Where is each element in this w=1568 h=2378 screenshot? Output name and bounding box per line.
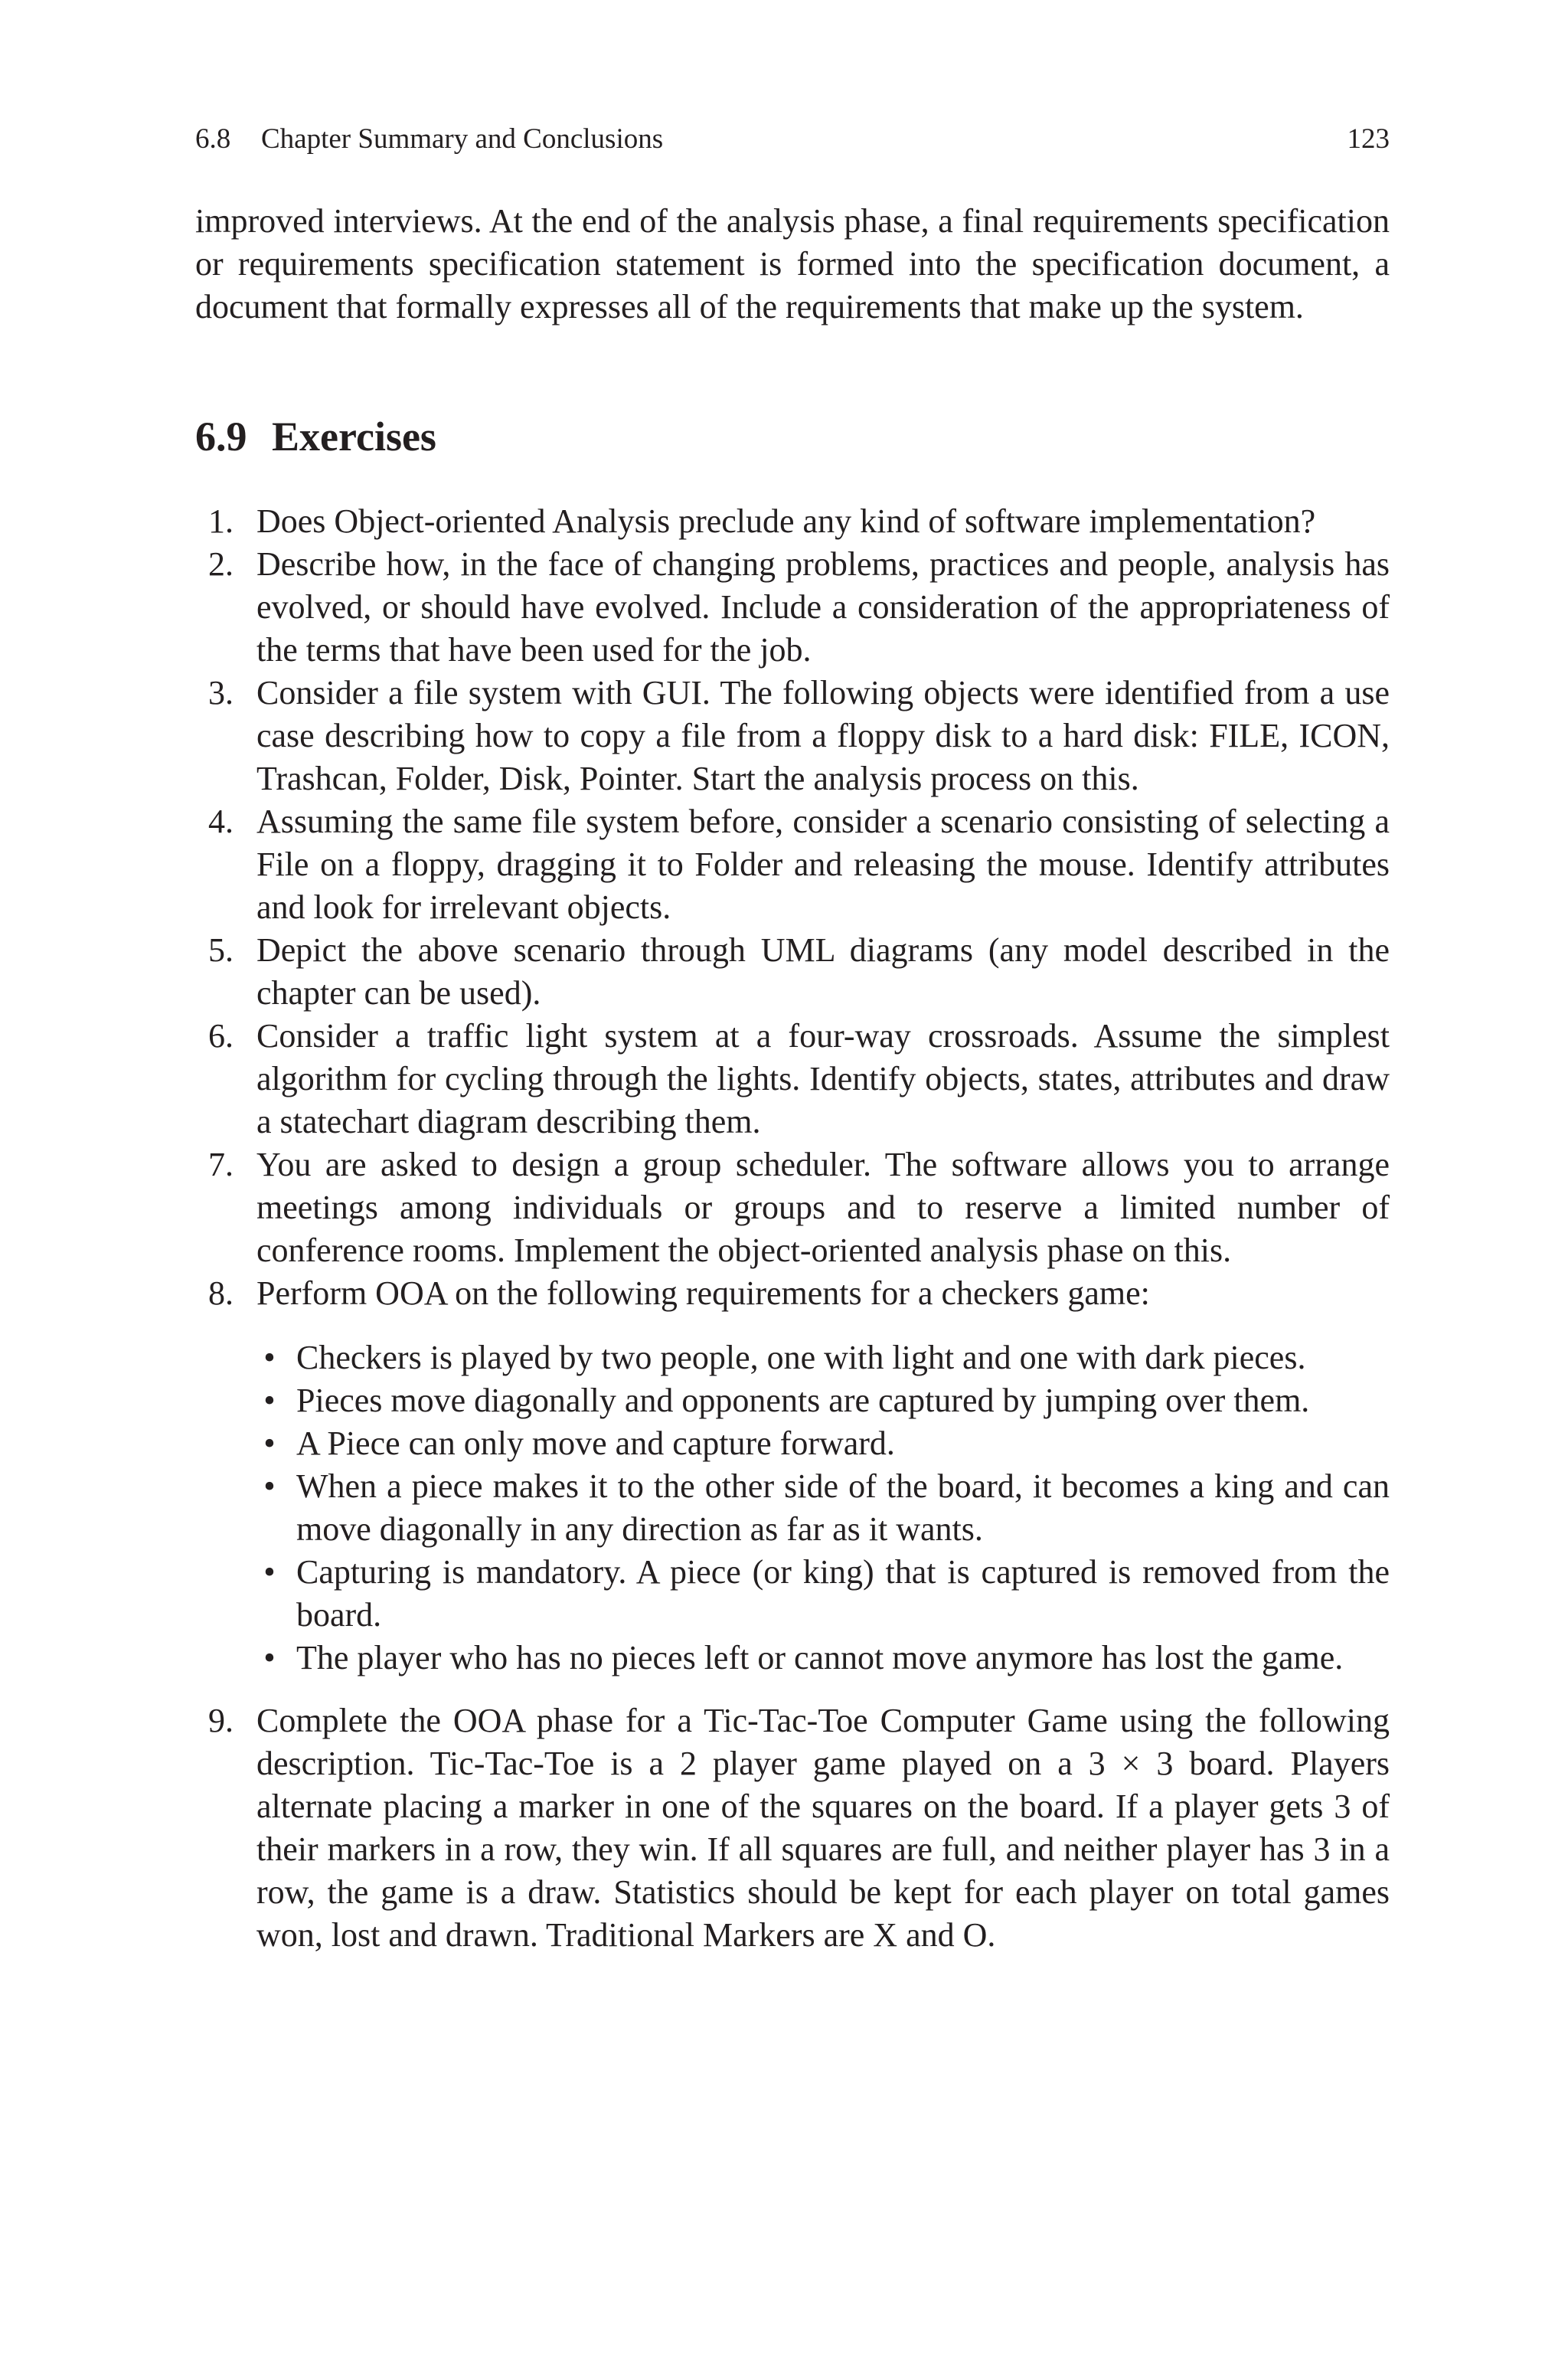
bullet-icon: • [263, 1425, 276, 1462]
checkers-rule-text: When a piece makes it to the other side of the board, it becomes a king and can move diagonally in any direction as far as it wants. [296, 1467, 1390, 1548]
exercise-item [195, 1272, 1390, 1680]
exercise-text: Describe how, in the face of changing problems, practices and people, analysis has evolved, or should have evolved. Include a consideration of the appropriateness of the terms that have been used for the job. [256, 545, 1390, 669]
bullet-icon: • [263, 1639, 276, 1676]
exercise-number: 7. [208, 1146, 234, 1183]
section-number: 6.9 [195, 414, 247, 460]
bullet-icon: • [263, 1467, 276, 1505]
checkers-rule [256, 1422, 1390, 1465]
exercise-text: Consider a traffic light system at a four-way crossroads. Assume the simplest algorithm for cycling through the lights. Identify objects, states, attributes and draw a statechart diagram describing them. [256, 1017, 1390, 1140]
exercise-number: 8. [208, 1274, 234, 1312]
exercise-item [195, 1143, 1390, 1272]
exercise-text: Does Object-oriented Analysis preclude any kind of software implementation? [256, 502, 1316, 540]
exercise-item [195, 543, 1390, 672]
book-page [195, 123, 1390, 1957]
exercise-number: 6. [208, 1017, 234, 1055]
exercise-number: 9. [208, 1702, 234, 1739]
exercise-text: Depict the above scenario through UML diagrams (any model described in the chapter can be used). [256, 931, 1390, 1012]
section-heading [195, 410, 1390, 463]
exercise-text: Assuming the same file system before, consider a scenario consisting of selecting a File on a floppy, dragging it to Folder and releasing the mouse. Identify attributes and look for irrelevant objects. [256, 803, 1390, 926]
bullet-icon: • [263, 1382, 276, 1419]
bullet-icon: • [263, 1553, 276, 1591]
exercise-list [195, 500, 1390, 1957]
exercise-text: You are asked to design a group scheduler. The software allows you to arrange meetings among individuals or groups and to reserve a limited number of conference rooms. Implement the object-oriented analysis phase on this. [256, 1146, 1390, 1269]
exercise-number: 5. [208, 931, 234, 969]
running-head-section-title: Chapter Summary and Conclusions [261, 123, 664, 155]
exercise-text: Complete the OOA phase for a Tic-Tac-Toe Computer Game using the following description. Tic-Tac-Toe is a 2 player game played on a 3 × 3 board. Players alternate placing a marker in one of the squares on the board. If a player gets 3 of their markers in a row, they win. If all squares are full, and neither player has 3 in a row, the game is a draw. Statistics should be kept for each player on total games won, lost and drawn. Traditional Markers are X and O. [256, 1702, 1390, 1954]
running-head [195, 123, 1390, 156]
intro-paragraph: improved interviews. At the end of the analysis phase, a final requirements specification or requirements specification statement is formed into the specification document, a document that formally expresses all of the requirements that make up the system. [195, 202, 1390, 325]
checkers-rule [256, 1465, 1390, 1551]
checkers-rule-text: Pieces move diagonally and opponents are captured by jumping over them. [296, 1382, 1310, 1419]
running-head-title [195, 123, 663, 156]
running-head-section-number: 6.8 [195, 123, 231, 155]
exercise-item [195, 1699, 1390, 1957]
checkers-rule-text: Checkers is played by two people, one with light and one with dark pieces. [296, 1339, 1306, 1376]
checkers-rule-text: Capturing is mandatory. A piece (or king) that is captured is removed from the board. [296, 1553, 1390, 1634]
exercise-number: 3. [208, 674, 234, 711]
section-title: Exercises [272, 414, 436, 460]
checkers-rule [256, 1379, 1390, 1422]
exercise-item [195, 1015, 1390, 1143]
checkers-rule [256, 1551, 1390, 1637]
exercise-text: Consider a file system with GUI. The following objects were identified from a use case describing how to copy a file from a floppy disk to a hard disk: FILE, ICON, Trashcan, Folder, Disk, Pointer. Start the analysis process on this. [256, 674, 1390, 797]
exercise-text: Perform OOA on the following requirements for a checkers game: [256, 1274, 1150, 1312]
bullet-icon: • [263, 1339, 276, 1376]
exercise-item [195, 672, 1390, 800]
exercise-number: 4. [208, 803, 234, 840]
checkers-rule-text: The player who has no pieces left or cannot move anymore has lost the game. [296, 1639, 1344, 1676]
checkers-rule [256, 1336, 1390, 1379]
checkers-rules-list [256, 1336, 1390, 1680]
exercise-item [195, 929, 1390, 1015]
page-number: 123 [1347, 123, 1390, 155]
exercise-item [195, 500, 1390, 543]
exercise-item [195, 800, 1390, 929]
exercise-number: 1. [208, 502, 234, 540]
exercise-number: 2. [208, 545, 234, 583]
checkers-rule-text: A Piece can only move and capture forward. [296, 1425, 895, 1462]
checkers-rule [256, 1637, 1390, 1680]
